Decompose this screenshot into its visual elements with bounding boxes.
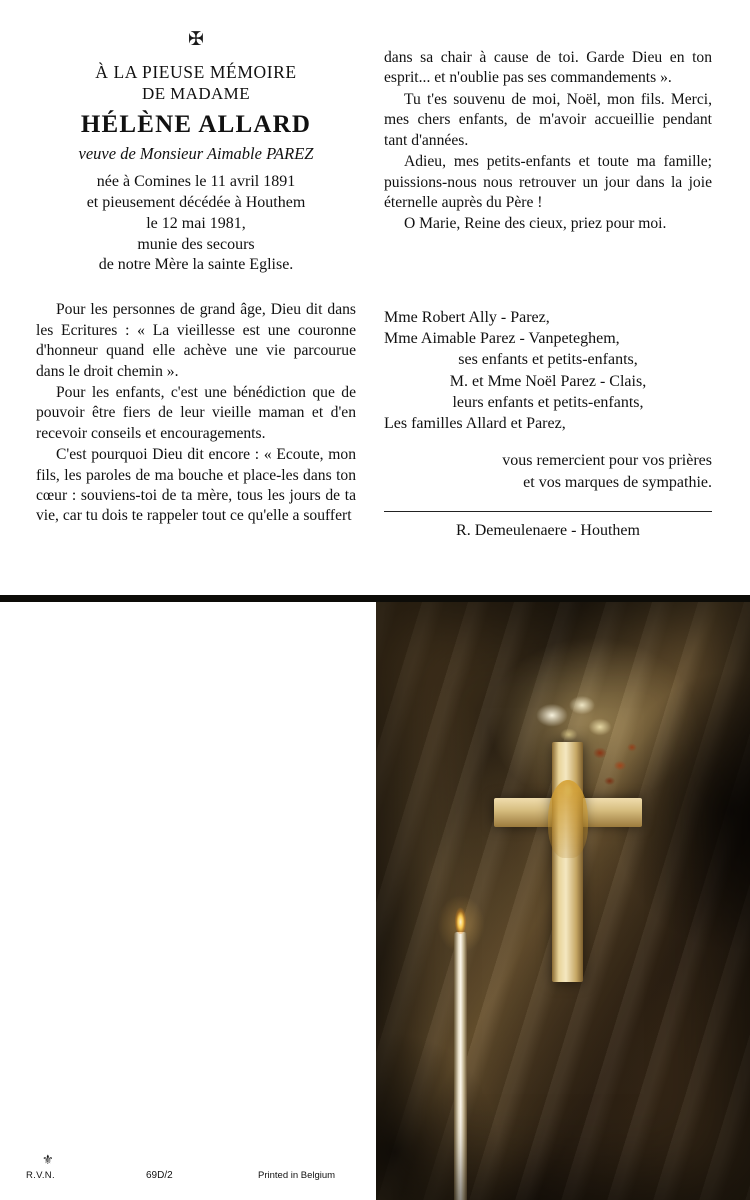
- left-paragraph: C'est pourquoi Dieu dit encore : « Ecoute, mon fils, les paroles de ma bouche et place-les dans ton cœur : souviens-toi de ta mère, tous les jours de ta vie, car tu dois te rappeler tout ce qu'elle a souffert: [36, 446, 356, 525]
- family-line: Les familles Allard et Parez,: [384, 415, 566, 433]
- left-body-text: [36, 300, 356, 527]
- family-list: [384, 307, 712, 435]
- right-paragraph: Adieu, mes petits-enfants et toute ma famille; puissions-nous nous retrouver un jour dans la joie éternelle auprès du Père !: [384, 153, 712, 211]
- card-back-blank: [0, 602, 376, 1200]
- crucifix-photo: [376, 602, 750, 1200]
- family-line: leurs enfants et petits-enfants,: [452, 393, 644, 411]
- family-line: Mme Robert Ally - Parez,: [384, 308, 550, 326]
- left-paragraph: Pour les personnes de grand âge, Dieu dit dans les Ecritures : « La vieillesse est une couronne d'honneur quand elle achève une vie parcourue dans le droit chemin ».: [36, 301, 356, 380]
- widow-prefix: veuve de Monsieur Aimable: [78, 144, 267, 164]
- deceased-name: HÉLÈNE ALLARD: [80, 111, 312, 139]
- catalog-code: 69D/2: [146, 1170, 173, 1181]
- widow-line: [36, 143, 356, 164]
- right-paragraph: O Marie, Reine des cieux, priez pour moi.: [404, 215, 667, 233]
- right-column: [372, 10, 730, 590]
- left-column: [20, 10, 372, 590]
- left-paragraph: Pour les enfants, c'est une bénédiction que de pouvoir être fiers de leur vieille maman et d'en recevoir conseils et encouragements.: [36, 383, 356, 442]
- thanks-block: [384, 450, 712, 492]
- printer-logo-icon: ⚜: [42, 1152, 54, 1167]
- heading-block: [36, 61, 356, 276]
- sacrament-line-2: de notre Mère la sainte Eglise.: [98, 256, 294, 274]
- cross-icon: ✠: [188, 29, 204, 50]
- sacrament-line-1: munie des secours: [137, 235, 255, 253]
- divider: [384, 511, 712, 512]
- thanks-line: vous remercient pour vos prières: [502, 452, 712, 470]
- thanks-line: et vos marques de sympathie.: [523, 473, 712, 491]
- photo-vignette: [376, 602, 750, 1200]
- printer-credit: R. Demeulenaere - Houthem: [456, 521, 640, 539]
- right-paragraph: Tu t'es souvenu de moi, Noël, mon fils. Merci, mes chers enfants, de m'avoir accueillie pendant tant d'années.: [384, 90, 712, 149]
- widow-husband-name: PAREZ: [266, 144, 314, 164]
- right-paragraph: dans sa chair à cause de toi. Garde Dieu en ton esprit... et n'oublie pas ses commandements ».: [384, 49, 712, 87]
- card-columns: [20, 10, 730, 590]
- right-body-text: [384, 48, 712, 235]
- family-line: M. et Mme Noël Parez - Clais,: [449, 372, 647, 390]
- card-back: [0, 602, 750, 1200]
- birth-line: née à Comines le 11 avril 1891: [96, 173, 296, 191]
- rvn-label: R.V.N.: [26, 1170, 55, 1181]
- footer-imprint: [0, 1152, 376, 1200]
- printed-in-label: Printed in Belgium: [258, 1170, 336, 1181]
- heading-line-1: À LA PIEUSE MÉMOIRE: [95, 62, 297, 82]
- heading-line-2: DE MADAME: [142, 84, 250, 104]
- family-line: ses enfants et petits-enfants,: [458, 351, 638, 369]
- family-line: Mme Aimable Parez - Vanpeteghem,: [384, 330, 620, 348]
- death-line-2: le 12 mai 1981,: [146, 214, 246, 232]
- death-line-1: et pieusement décédée à Houthem: [86, 194, 306, 212]
